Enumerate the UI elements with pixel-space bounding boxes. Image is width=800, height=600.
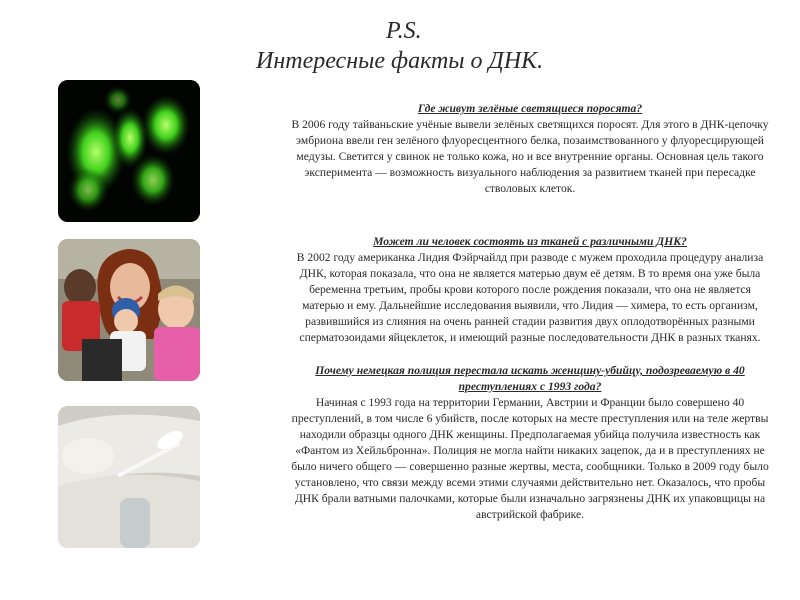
fact-text-2: В 2002 году американка Лидия Фэйрчайлд при разводе с мужем проходила процедуру анализа ДНК, которая показала, что она не является матерью двум её детям. В то время она уже была беременна третьим, пробы крови которого после рождения показали, что она не является матерью и ему. Дальнейшие исследования выявили, что Лидия — химера, то есть организм, развившийся из слияния на очень ранней стадии развития двух оплодотворённых разными сперматозоидами яйцеклеток, и имеющий разные последовательности ДНК в разных тканях.	[296, 251, 764, 344]
title-main: Интересные факты о ДНК.	[256, 48, 544, 74]
fact-question-1: Где живут зелёные светящиеся поросята?	[417, 102, 643, 115]
fact-question-3: Почему немецкая полиция перестала искать женщину-убийцу, подозреваемую в 40 преступлениях с 1993 года?	[315, 364, 745, 393]
fact-section-1	[290, 101, 770, 197]
fact-section-3	[290, 363, 770, 523]
fact-question-2: Может ли человек состоять из тканей с различными ДНК?	[373, 235, 687, 248]
glowing-pigs-photo	[58, 80, 200, 222]
family-photo	[58, 239, 200, 381]
title-ps: P.S.	[386, 18, 422, 44]
fact-section-2	[290, 234, 770, 346]
dna-swab-photo	[58, 406, 200, 548]
fact-text-3: Начиная с 1993 года на территории Германии, Австрии и Франции было совершено 40 преступлений, в том числе 6 убийств, после которых на месте преступления или на теле жертвы находили образцы одного ДНК женщины. Предполагаемая убийца получила известность как «Фантом из Хейльбронна». Полиция не могла найти никаких зацепок, да и в преступлениях не было ничего общего — совершенно разные жертвы, места, сообщники. Только в 2009 году было установлено, что связи между всеми этими случаями действительно нет. Оказалось, что пробы ДНК брали ватными палочками, которые были изначально загрязнены ДНК их упаковщицы на австрийской фабрике.	[291, 396, 769, 521]
fact-text-1: В 2006 году тайваньские учёные вывели зелёных светящихся поросят. Для этого в ДНК-цепочку эмбриона ввели ген зелёного флуоресцентного белка, позаимствованного у флуоресцирующей медузы. Светится у свинок не только кожа, но и все внутренние органы. Основная цель такого эксперимента — возможность визуального наблюдения за развитием тканей при пересадке стволовых клеток.	[291, 118, 769, 195]
